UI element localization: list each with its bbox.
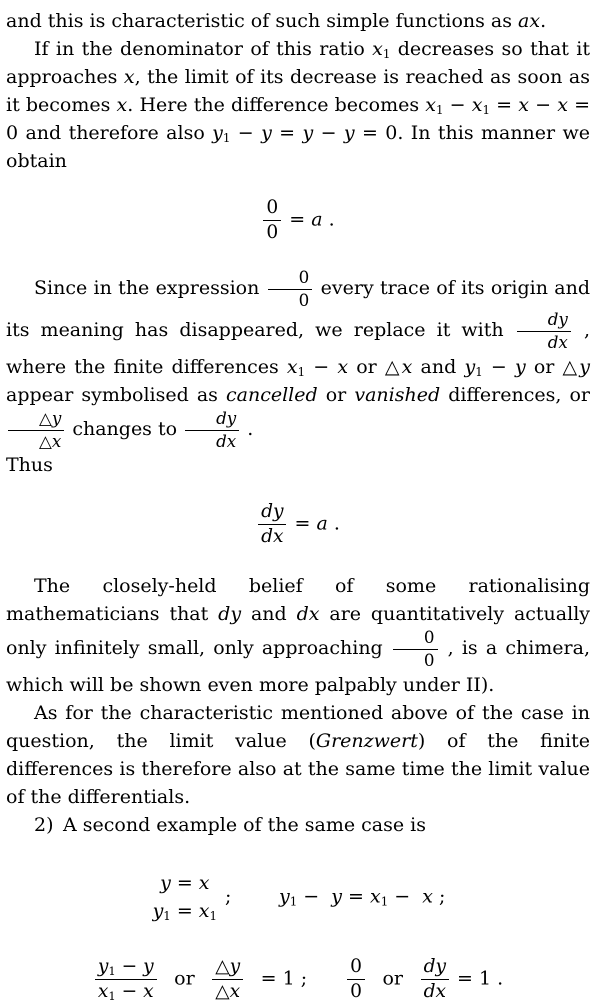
italic-text: dy: [423, 955, 446, 977]
fraction-numerator: 0: [298, 266, 310, 287]
italic-text: dx: [423, 980, 446, 1002]
italic-text: x: [198, 871, 210, 894]
italic-text: y: [51, 407, 62, 428]
italic-text: x: [557, 94, 568, 116]
subscript: 1: [108, 988, 116, 1003]
italic-text: y: [229, 955, 241, 977]
subscript: 1: [209, 909, 218, 924]
italic-text: y: [343, 122, 355, 144]
italic-text: dy: [216, 407, 237, 428]
subscript: 1: [482, 102, 490, 117]
subscript: 1: [289, 894, 298, 909]
italic-text: y: [143, 955, 154, 977]
italic-text: x: [286, 355, 298, 378]
fraction-denominator: 0: [263, 220, 281, 244]
fraction-denominator: △x: [212, 979, 243, 1003]
italic-text: x: [198, 900, 210, 923]
italic-text: vanished: [354, 383, 441, 406]
italic-text: y: [261, 122, 272, 144]
display-equation: $\frac{y_1 - y}{x_1 - x}$ or $\frac{\triangle y}{\triangle x}$ = 1 ; $\frac{0}{0}$ or $\frac{dy}{dx}$ = 1 .: [6, 956, 590, 1003]
fraction: [95, 956, 157, 1003]
fraction-numerator: [185, 409, 239, 430]
italic-text: x: [337, 355, 349, 378]
paragraph: Since in the expression $\frac{0}{0}$ every trace of its origin and its meaning has disappeared, we replace it with $\frac{dy}{dx}$ , where the finite differences $x_1 - x$ or △x and $y_1 - y$ or △y appear symbolised as cancelled or vanished differences, or $\frac{\triangle y}{\triangle x}$ changes to $\frac{dy}{dx}$ .: [6, 266, 591, 451]
italic-text: ax: [518, 10, 541, 32]
subscript: 1: [222, 130, 231, 145]
stack-top: y = x: [160, 871, 210, 894]
fraction-numerator: [421, 956, 449, 979]
italic-text: y: [152, 900, 164, 923]
italic-text: cancelled: [226, 383, 318, 406]
subscript: 1: [108, 963, 116, 978]
fraction-denominator: [517, 331, 571, 353]
subscript: 1: [163, 909, 171, 924]
italic-text: y: [278, 885, 290, 908]
fraction-denominator: [258, 524, 286, 548]
stack-bottom: $y_1 = x_1$: [152, 900, 218, 924]
paragraph: Thus: [6, 454, 53, 477]
italic-text: x: [143, 980, 154, 1002]
fraction-denominator: 0: [268, 289, 313, 311]
equation-stack: [153, 869, 217, 926]
italic-text: dy: [218, 603, 242, 626]
italic-text: dx: [296, 603, 320, 626]
fraction: [421, 956, 449, 1003]
paragraph: 2) A second example of the same case is: [34, 813, 426, 836]
fraction-denominator: [421, 979, 449, 1003]
fraction-numerator: 0: [423, 627, 435, 648]
subscript: 1: [475, 364, 483, 379]
fraction-numerator: △y: [39, 407, 62, 428]
italic-text: dx: [216, 430, 237, 451]
fraction-denominator: 0: [393, 649, 438, 671]
italic-text: dx: [261, 526, 284, 548]
fraction: [258, 501, 286, 548]
italic-text: dy: [261, 501, 284, 523]
display-equation: $\frac{0}{0}$ = a .: [6, 197, 590, 244]
italic-text: x: [116, 94, 128, 116]
display-equation: $\frac{dy}{dx}$ = a .: [6, 501, 590, 548]
italic-text: x: [471, 94, 483, 116]
italic-text: y: [302, 122, 314, 144]
fraction-denominator: 0: [347, 979, 365, 1003]
italic-text: a: [316, 512, 328, 535]
fraction: [393, 628, 438, 670]
italic-text: a: [311, 208, 323, 231]
paragraph: If in the denominator of this ratio $x_1$ decreases so that it approaches x, the limit of its decrease is reached as soon as it becomes x. Here the difference becomes $x_1 - x_1 = x - x = 0$ and therefore also $y_1 - y = y - y = 0$. In this manner we obtain: [6, 38, 591, 172]
fraction-numerator: △y: [215, 955, 241, 977]
italic-text: x: [123, 66, 135, 88]
fraction-denominator: [185, 430, 239, 452]
fraction-numerator: 0: [266, 197, 279, 218]
italic-text: y: [514, 355, 526, 378]
italic-text: x: [372, 38, 383, 60]
italic-text: dx: [547, 332, 568, 353]
fraction: [268, 268, 313, 310]
fraction-denominator: $x_1 - x$: [95, 979, 157, 1003]
fraction: [212, 956, 243, 1003]
italic-text: x: [401, 355, 413, 378]
italic-text: x: [229, 980, 241, 1002]
fraction: [8, 409, 64, 451]
fraction: [263, 197, 281, 244]
italic-text: x: [422, 885, 433, 908]
italic-text: x: [518, 94, 529, 116]
italic-text: y: [97, 955, 109, 977]
italic-text: y: [160, 871, 171, 894]
subscript: 1: [380, 894, 389, 909]
italic-text: y: [212, 122, 223, 144]
fraction: [347, 956, 365, 1003]
italic-text: x: [369, 885, 381, 908]
fraction-numerator: 0: [350, 955, 362, 977]
fraction: [185, 409, 239, 451]
display-equation: y = x $y_1 = x_1$ ; $y_1 - y = x_1 - x$ ;: [6, 869, 590, 926]
fraction-numerator: $y_1 - y$: [97, 955, 154, 978]
subscript: 1: [436, 102, 444, 117]
italic-text: y: [579, 355, 590, 378]
fraction-numerator: [517, 310, 571, 331]
subscript: 1: [382, 46, 391, 61]
italic-text: x: [51, 430, 62, 451]
italic-text: x: [97, 980, 109, 1002]
fraction-numerator: [258, 501, 286, 524]
italic-text: Grenzwert: [315, 729, 418, 752]
italic-text: y: [464, 355, 476, 378]
italic-text: y: [331, 885, 342, 908]
italic-text: dy: [547, 309, 568, 330]
paragraph: The closely-held belief of some rationalising mathematicians that dy and dx are quantitatively actually only infinitely small, only approaching $\frac{0}{0}$ , is a chimera, which will be shown even more palpably under II).: [6, 575, 591, 696]
fraction-denominator: △x: [8, 430, 64, 452]
paragraph: As for the characteristic mentioned above of the case in question, the limit value (Grenzwert) of the finite differences is therefore also at the same time the limit value of the differentials.: [6, 701, 591, 808]
fraction: [517, 310, 571, 352]
italic-text: x: [425, 94, 437, 116]
paragraph: and this is characteristic of such simple functions as ax.: [6, 10, 547, 32]
subscript: 1: [297, 364, 306, 379]
